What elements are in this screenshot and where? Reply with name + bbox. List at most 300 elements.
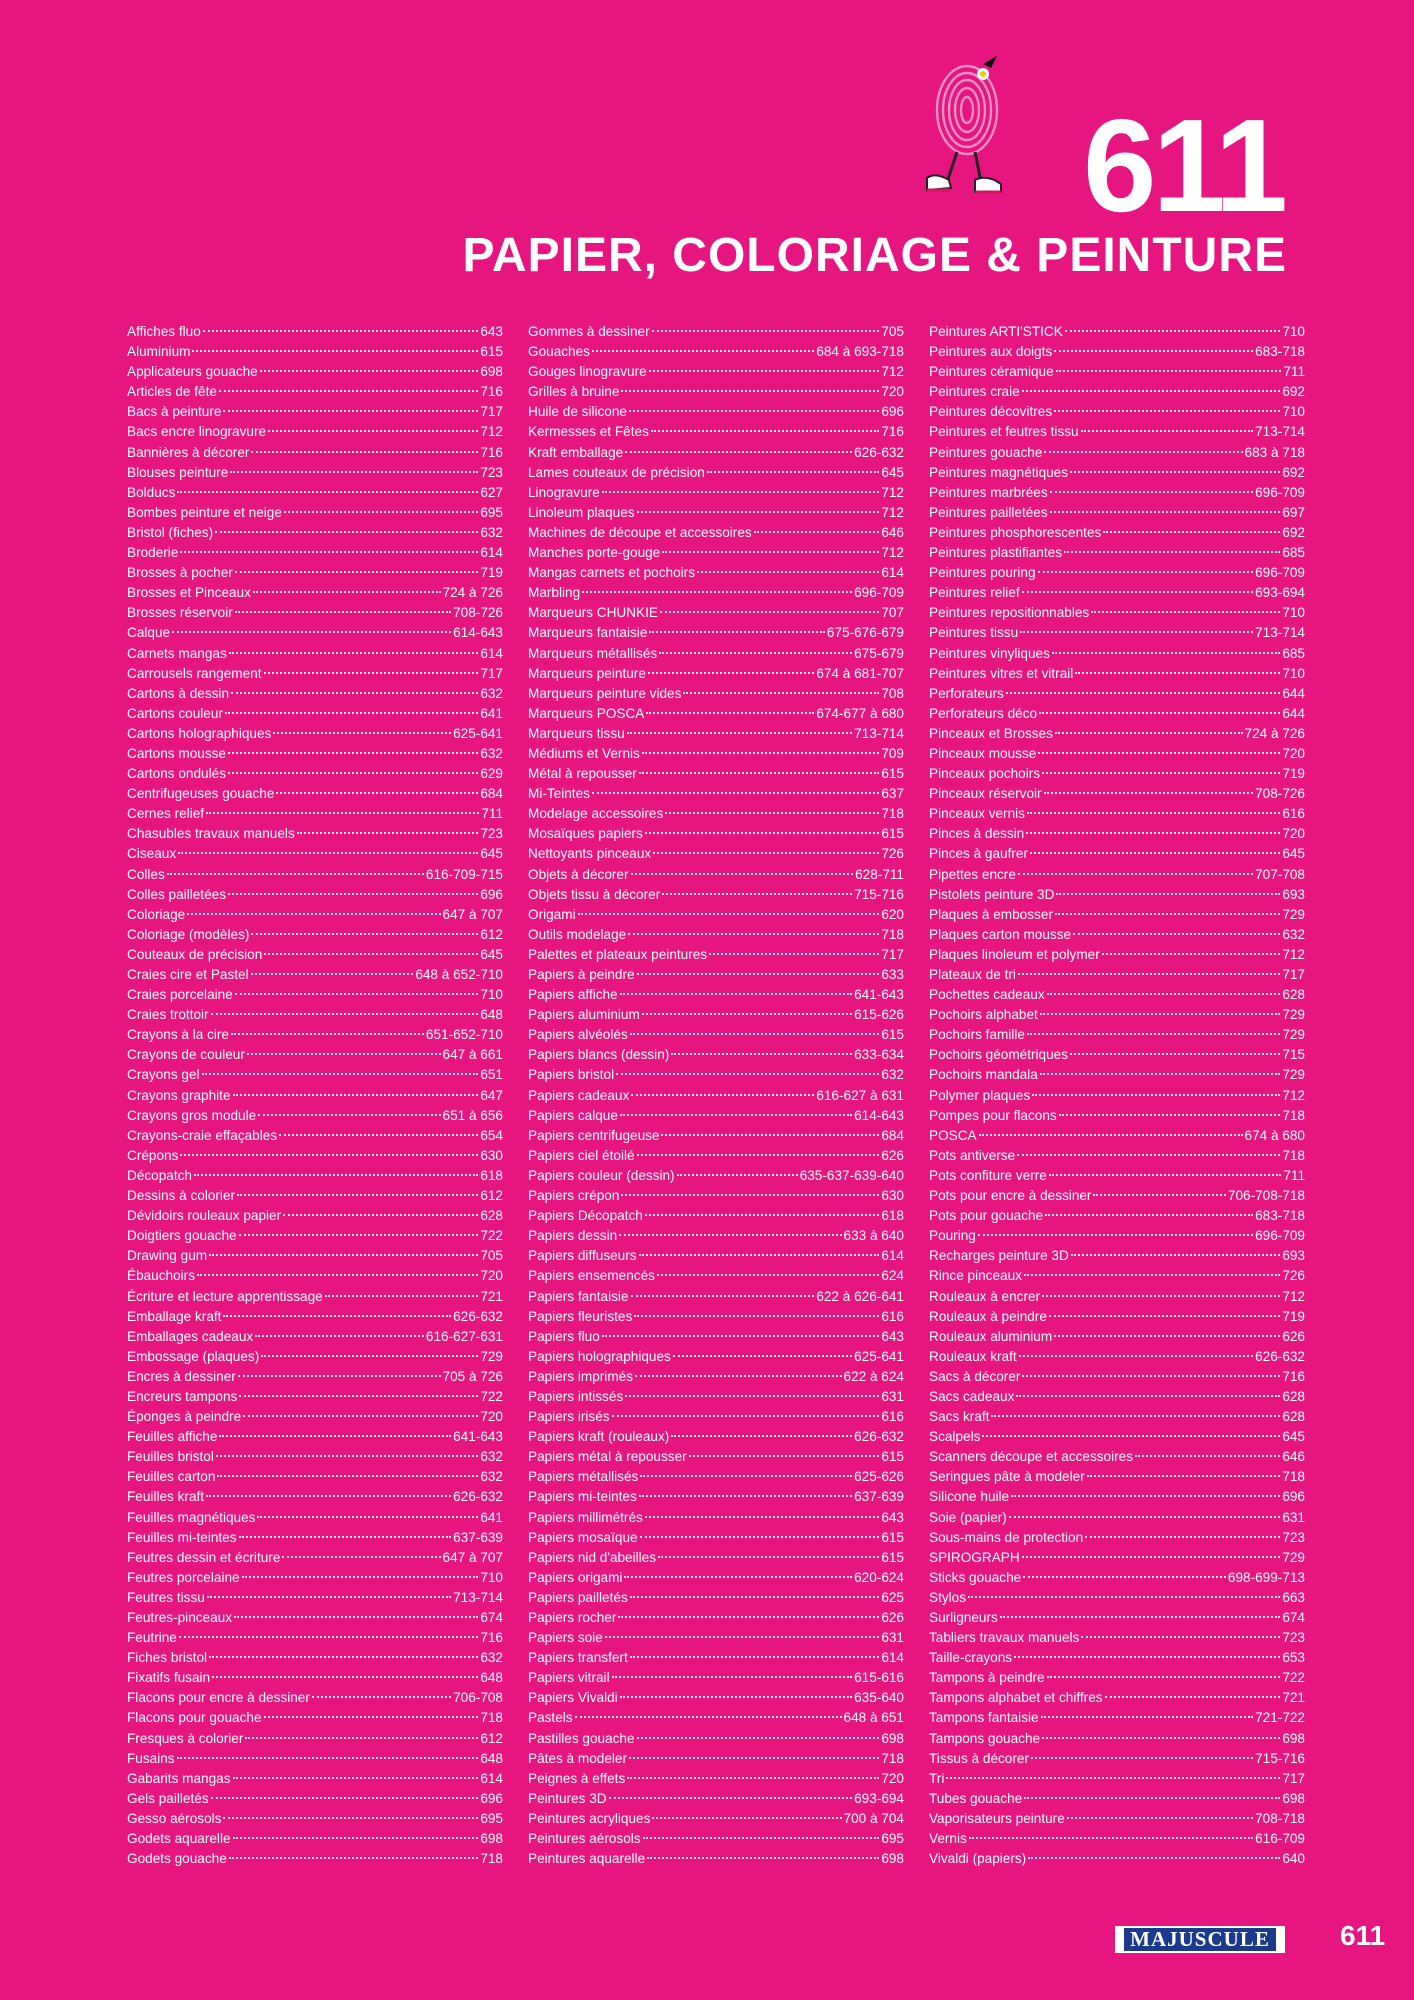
index-entry	[127, 1487, 503, 1507]
dot-leader	[612, 1676, 853, 1678]
dot-leader	[689, 1455, 880, 1457]
index-entry-label: POSCA	[929, 1127, 977, 1143]
index-entry-pages: 720	[881, 384, 904, 400]
index-entry-pages: 647 à 707	[442, 1549, 503, 1565]
index-entry	[929, 543, 1305, 563]
index-entry-pages: 633-634	[854, 1047, 904, 1063]
index-entry-label: Soie (papier)	[929, 1509, 1007, 1525]
dot-leader	[235, 993, 479, 995]
index-entry-pages: 648 à 652-710	[415, 967, 503, 982]
index-entry-label: Couteaux de précision	[127, 946, 263, 962]
dot-leader	[1022, 390, 1281, 392]
index-entry	[929, 804, 1305, 824]
index-entry-label: Surligneurs	[929, 1610, 998, 1625]
index-entry-label: Marqueurs fantaisie	[528, 625, 648, 641]
index-entry-pages: 708	[881, 685, 904, 701]
index-entry-label: Papiers irisés	[528, 1409, 610, 1425]
index-entry-label: Peintures aérosols	[528, 1831, 641, 1847]
index-entry-pages: 710	[1282, 665, 1305, 681]
index-entry-pages: 696	[480, 886, 503, 902]
index-entry	[127, 362, 503, 382]
index-entry-label: Coloriage (modèles)	[127, 926, 250, 942]
index-entry	[127, 1387, 503, 1407]
index-entry-pages: 719	[1282, 766, 1305, 782]
index-entry	[929, 925, 1305, 945]
index-entry-label: Papiers cadeaux	[528, 1087, 630, 1103]
index-entry	[528, 885, 904, 905]
index-entry-pages: 615	[480, 344, 503, 360]
index-entry-pages: 717	[1282, 1770, 1305, 1786]
index-entry	[528, 1387, 904, 1407]
index-entry	[528, 422, 904, 442]
index-entry-label: Vivaldi (papiers)	[929, 1851, 1027, 1867]
index-entry	[929, 945, 1305, 965]
index-entry-pages: 706-708	[453, 1690, 503, 1706]
index-entry-label: Cartons à dessin	[127, 685, 230, 701]
dot-leader	[645, 1214, 879, 1216]
index-column-3	[929, 322, 1305, 1869]
index-entry-pages: 715-716	[854, 886, 904, 902]
index-entry	[929, 724, 1305, 744]
index-entry-label: Kraft emballage	[528, 444, 624, 460]
dot-leader	[1050, 511, 1281, 513]
dot-leader	[634, 1315, 879, 1317]
index-entry	[528, 1608, 904, 1628]
index-entry	[528, 824, 904, 844]
index-entry-pages: 632	[480, 524, 503, 540]
index-entry-pages: 712	[881, 545, 904, 561]
index-entry	[929, 1307, 1305, 1327]
index-columns	[127, 322, 1305, 1882]
dot-leader	[180, 1154, 478, 1156]
dot-leader	[1024, 1274, 1280, 1276]
majuscule-logo	[1115, 1926, 1285, 1953]
index-entry-pages: 651	[480, 1067, 503, 1083]
section-title: PAPIER, COLORIAGE & PEINTURE	[462, 229, 1287, 282]
index-entry	[929, 1749, 1305, 1769]
index-entry-pages: 616	[1282, 806, 1305, 822]
index-entry-pages: 628	[1282, 987, 1305, 1003]
dot-leader	[261, 1355, 478, 1357]
index-entry	[929, 322, 1305, 342]
dot-leader	[637, 511, 880, 513]
index-entry-label: Crayons à la cire	[127, 1027, 229, 1043]
index-entry-label: Mangas carnets et pochoirs	[528, 565, 695, 581]
dot-leader	[282, 1556, 440, 1558]
dot-leader	[639, 772, 880, 774]
dot-leader	[625, 1395, 879, 1397]
index-entry	[929, 1045, 1305, 1065]
dot-leader	[1038, 752, 1280, 754]
index-entry	[528, 1126, 904, 1146]
dot-leader	[251, 973, 414, 975]
index-entry-pages: 626-632	[1255, 1348, 1305, 1364]
dot-leader	[178, 852, 478, 854]
index-entry-pages: 724 à 726	[1244, 725, 1305, 741]
dot-leader	[1054, 410, 1280, 412]
index-entry-pages: 718	[1282, 1147, 1305, 1163]
index-column-1	[127, 322, 503, 1869]
index-entry-label: Marqueurs tissu	[528, 725, 625, 741]
dot-leader	[177, 491, 478, 493]
index-entry	[929, 1588, 1305, 1608]
dot-leader	[1040, 1013, 1280, 1015]
index-entry-pages: 693	[1282, 1248, 1305, 1264]
index-entry-label: Papiers alvéolés	[528, 1027, 628, 1043]
index-entry-pages: 698-699-713	[1227, 1569, 1305, 1585]
index-entry	[929, 503, 1305, 523]
index-entry	[127, 1146, 503, 1166]
index-entry-pages: 723	[1282, 1529, 1305, 1545]
index-entry-pages: 708-718	[1255, 1810, 1305, 1826]
index-entry	[929, 1005, 1305, 1025]
dot-leader	[234, 1616, 478, 1618]
index-entry	[528, 603, 904, 623]
index-entry-label: Tampons alphabet et chiffres	[929, 1690, 1103, 1706]
index-entry	[528, 483, 904, 503]
index-entry-pages: 715	[1282, 1047, 1305, 1063]
index-entry-label: Aluminium	[127, 344, 191, 360]
index-entry-pages: 716	[1282, 1368, 1305, 1384]
index-entry	[127, 1106, 503, 1126]
index-entry	[929, 1508, 1305, 1528]
index-entry-label: Crayons graphite	[127, 1087, 231, 1103]
index-entry-label: Papiers vitrail	[528, 1670, 610, 1686]
dot-leader	[1052, 652, 1280, 654]
index-entry	[127, 744, 503, 764]
index-entry-pages: 616-627 à 631	[816, 1087, 904, 1103]
dot-leader	[325, 1295, 479, 1297]
index-entry	[528, 523, 904, 543]
index-entry	[127, 644, 503, 664]
index-entry-pages: 683 à 718	[1244, 444, 1305, 460]
index-entry-label: Papiers diffuseurs	[528, 1248, 637, 1264]
index-entry-pages: 641-643	[453, 1429, 503, 1445]
index-entry	[528, 382, 904, 402]
index-entry-label: Papiers à peindre	[528, 967, 635, 982]
dot-leader	[1087, 1475, 1281, 1477]
index-entry-label: Cartons ondulés	[127, 766, 226, 782]
index-entry-label: Perforateurs déco	[929, 705, 1038, 721]
index-entry	[929, 684, 1305, 704]
dot-leader	[1050, 491, 1253, 493]
dot-leader	[1091, 611, 1280, 613]
index-entry	[528, 1688, 904, 1708]
index-entry	[528, 1487, 904, 1507]
dot-leader	[1006, 692, 1281, 694]
index-entry-pages: 729	[1282, 1549, 1305, 1565]
index-entry	[127, 1126, 503, 1146]
index-entry-label: Papiers couleur (dessin)	[528, 1167, 675, 1183]
index-entry-pages: 726	[881, 846, 904, 862]
index-entry-pages: 693	[1282, 886, 1305, 902]
index-entry-pages: 651 à 656	[442, 1107, 503, 1123]
index-entry	[929, 443, 1305, 463]
index-entry	[528, 1206, 904, 1226]
index-entry	[127, 1528, 503, 1548]
index-entry	[127, 905, 503, 925]
index-entry-pages: 711	[1283, 364, 1305, 380]
dot-leader	[631, 1094, 814, 1096]
index-entry	[929, 1648, 1305, 1668]
index-entry-label: Décopatch	[127, 1167, 192, 1183]
dot-leader	[187, 913, 440, 915]
dot-leader	[1027, 1033, 1280, 1035]
index-entry-label: Colles	[127, 866, 165, 882]
index-entry	[929, 1226, 1305, 1246]
index-entry-label: Brosses réservoir	[127, 605, 233, 621]
index-entry-label: Nettoyants pinceaux	[528, 846, 652, 862]
index-entry-label: Peintures marbrées	[929, 484, 1048, 500]
index-entry	[127, 1025, 503, 1045]
dot-leader	[630, 1656, 880, 1658]
index-entry	[929, 1467, 1305, 1487]
dot-leader	[621, 390, 879, 392]
index-entry-label: Papiers aluminium	[528, 1007, 640, 1023]
index-entry	[528, 623, 904, 643]
index-entry-label: Tampons gouache	[929, 1730, 1041, 1746]
index-entry	[929, 1668, 1305, 1688]
index-entry	[127, 1266, 503, 1286]
index-entry-label: Papiers ensemencés	[528, 1268, 655, 1284]
dot-leader	[202, 1073, 479, 1075]
index-entry	[929, 1769, 1305, 1789]
index-entry	[929, 583, 1305, 603]
index-entry	[528, 503, 904, 523]
index-entry-label: Objets à décorer	[528, 866, 629, 882]
index-entry-pages: 615	[881, 826, 904, 842]
index-entry-label: Fusains	[127, 1750, 175, 1766]
index-entry	[528, 1327, 904, 1347]
index-entry	[127, 1086, 503, 1106]
index-entry	[127, 1367, 503, 1387]
index-entry-label: Papiers bristol	[528, 1067, 615, 1083]
index-entry	[528, 1708, 904, 1728]
index-entry-label: SPIROGRAPH	[929, 1549, 1020, 1565]
index-entry	[929, 1447, 1305, 1467]
index-entry-label: Encreurs tampons	[127, 1388, 238, 1404]
dot-leader	[979, 1134, 1243, 1136]
index-entry-label: Vernis	[929, 1831, 967, 1847]
index-entry	[127, 1809, 503, 1829]
index-entry	[929, 382, 1305, 402]
index-entry-pages: 718	[480, 1710, 503, 1726]
index-entry-pages: 712	[881, 484, 904, 500]
dot-leader	[1045, 1214, 1253, 1216]
index-entry-label: Métal à repousser	[528, 766, 637, 782]
index-entry-label: Pouring	[929, 1228, 976, 1244]
dot-leader	[1081, 430, 1254, 432]
index-entry	[929, 704, 1305, 724]
dot-leader	[673, 1355, 852, 1357]
index-entry	[528, 1266, 904, 1286]
index-entry-label: Coloriage	[127, 906, 186, 922]
index-entry-label: Feutres tissu	[127, 1589, 205, 1605]
index-entry-pages: 718	[881, 806, 904, 822]
index-entry-label: Papiers transfert	[528, 1650, 628, 1666]
dot-leader	[1073, 933, 1280, 935]
index-entry	[929, 1729, 1305, 1749]
index-entry-pages: 648	[480, 1750, 503, 1766]
dot-leader	[648, 672, 814, 674]
index-entry	[929, 1688, 1305, 1708]
index-entry	[929, 784, 1305, 804]
dot-leader	[662, 551, 879, 553]
index-entry-pages: 624	[881, 1268, 904, 1284]
dot-leader	[223, 1315, 451, 1317]
index-entry	[528, 583, 904, 603]
dot-leader	[283, 1214, 478, 1216]
index-entry	[929, 985, 1305, 1005]
index-entry-pages: 644	[1282, 685, 1305, 701]
dot-leader	[697, 571, 879, 573]
index-entry-label: Marqueurs POSCA	[528, 705, 645, 721]
dot-leader	[642, 1013, 852, 1015]
index-entry-label: Crayons-craie effaçables	[127, 1127, 278, 1143]
index-entry-label: Pinces à dessin	[929, 826, 1025, 842]
index-entry	[127, 1206, 503, 1226]
dot-leader	[1038, 571, 1254, 573]
index-entry-label: Encres à dessiner	[127, 1368, 236, 1384]
index-entry-pages: 717	[1282, 967, 1305, 982]
index-entry	[528, 1246, 904, 1266]
index-entry-label: Emballages cadeaux	[127, 1328, 254, 1344]
dot-leader	[616, 1073, 879, 1075]
index-entry-label: Peintures relief	[929, 585, 1020, 601]
index-entry-pages: 716	[881, 424, 904, 440]
dot-leader	[671, 1053, 852, 1055]
index-entry	[127, 945, 503, 965]
index-entry-label: Perforateurs	[929, 685, 1004, 701]
index-entry	[127, 1648, 503, 1668]
index-entry-pages: 696-709	[854, 585, 904, 601]
index-entry-pages: 683-718	[1255, 1208, 1305, 1224]
index-entry-pages: 622 à 624	[843, 1368, 904, 1384]
index-entry	[929, 1186, 1305, 1206]
dot-leader	[273, 732, 451, 734]
dot-leader	[968, 1596, 1280, 1598]
dot-leader	[1040, 1073, 1281, 1075]
index-entry-label: Peintures pouring	[929, 565, 1036, 581]
index-entry-label: Brosses à pocher	[127, 565, 233, 581]
dot-leader	[1009, 1516, 1280, 1518]
dot-leader	[231, 692, 478, 694]
index-entry-pages: 626-632	[854, 1429, 904, 1445]
dot-leader	[172, 631, 451, 633]
index-entry-pages: 698	[881, 1730, 904, 1746]
index-entry-pages: 640	[1282, 1851, 1305, 1867]
index-entry-label: Gommes à dessiner	[528, 324, 650, 339]
dot-leader	[209, 1254, 478, 1256]
dot-leader	[1016, 1395, 1280, 1397]
index-entry	[528, 744, 904, 764]
index-entry-pages: 712	[881, 504, 904, 520]
index-entry	[127, 865, 503, 885]
index-entry	[528, 985, 904, 1005]
dot-leader	[1044, 451, 1242, 453]
dot-leader	[177, 1757, 479, 1759]
dot-leader	[233, 1094, 479, 1096]
index-entry-label: Lames couteaux de précision	[528, 464, 705, 480]
index-entry-pages: 632	[1282, 926, 1305, 942]
index-entry-label: Origami	[528, 906, 576, 922]
dot-leader	[649, 631, 825, 633]
index-entry-label: Palettes et plateaux peintures	[528, 946, 708, 962]
index-entry-pages: 712	[1282, 1087, 1305, 1103]
index-entry-label: Taille-crayons	[929, 1650, 1013, 1666]
index-entry-label: Papiers imprimés	[528, 1368, 633, 1384]
dot-leader	[228, 893, 478, 895]
index-entry-label: Brosses et Pinceaux	[127, 585, 251, 601]
index-entry-pages: 729	[1282, 1007, 1305, 1023]
index-entry-label: Rouleaux à encrer	[929, 1288, 1041, 1304]
index-entry-pages: 628-711	[855, 866, 904, 882]
dot-leader	[211, 1013, 479, 1015]
dot-leader	[1070, 471, 1280, 473]
index-entry	[127, 1729, 503, 1749]
dot-leader	[645, 1516, 879, 1518]
index-entry-label: Feutrine	[127, 1630, 177, 1646]
index-entry	[127, 885, 503, 905]
index-entry	[528, 644, 904, 664]
dot-leader	[665, 812, 879, 814]
index-entry	[528, 865, 904, 885]
index-entry	[528, 463, 904, 483]
index-entry-label: Grilles à bruine	[528, 384, 620, 400]
index-entry	[929, 764, 1305, 784]
index-entry	[929, 1206, 1305, 1226]
dot-leader	[1022, 591, 1253, 593]
index-entry	[929, 1146, 1305, 1166]
index-entry-pages: 718	[881, 926, 904, 942]
index-entry-label: Pastels	[528, 1710, 573, 1726]
index-entry	[127, 1769, 503, 1789]
index-entry-label: Fiches bristol	[127, 1650, 208, 1666]
index-entry	[528, 704, 904, 724]
index-entry-pages: 645	[480, 946, 503, 962]
dot-leader	[1042, 772, 1280, 774]
index-entry-pages: 718	[881, 1750, 904, 1766]
index-entry-label: Sous-mains de protection	[929, 1529, 1084, 1545]
index-entry-pages: 612	[480, 1730, 503, 1746]
index-entry-label: Objets tissu à décorer	[528, 886, 661, 902]
index-entry-label: Polymer plaques	[929, 1087, 1031, 1103]
index-entry	[929, 844, 1305, 864]
index-entry-label: Papiers mi-teintes	[528, 1489, 637, 1505]
index-entry	[528, 1588, 904, 1608]
index-entry	[929, 965, 1305, 985]
index-entry	[528, 1427, 904, 1447]
dot-leader	[242, 1576, 479, 1578]
index-entry-pages: 692	[1282, 384, 1305, 400]
dot-leader	[251, 451, 478, 453]
index-entry	[127, 1668, 503, 1688]
dot-leader	[212, 1676, 478, 1678]
index-entry-pages: 705	[881, 324, 904, 339]
dot-leader	[671, 1435, 852, 1437]
index-entry-label: Drawing gum	[127, 1248, 208, 1264]
index-entry	[127, 1045, 503, 1065]
dot-leader	[251, 933, 478, 935]
index-entry-label: Papiers fantaisie	[528, 1288, 629, 1304]
index-entry-pages: 632	[480, 1650, 503, 1666]
index-entry	[929, 1106, 1305, 1126]
index-entry-pages: 637	[881, 786, 904, 802]
dot-leader	[978, 1234, 1253, 1236]
index-entry-label: Gabarits mangas	[127, 1770, 231, 1786]
index-entry	[929, 1367, 1305, 1387]
index-entry-label: Peintures tissu	[929, 625, 1019, 641]
